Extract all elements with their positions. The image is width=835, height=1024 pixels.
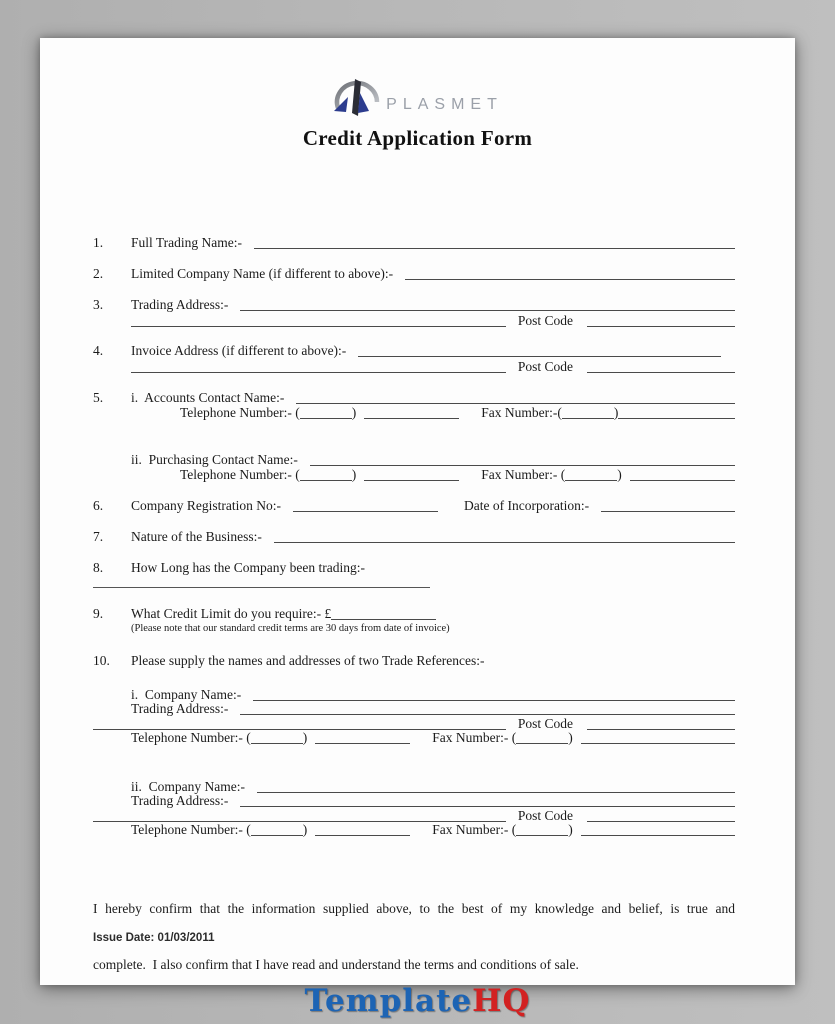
- post-code-label: Post Code: [517, 716, 573, 731]
- blank-line: [240, 310, 735, 311]
- post-code-label: Post Code: [517, 313, 573, 328]
- blank-line: [254, 248, 735, 249]
- item-label: Nature of the Business:-: [131, 529, 262, 544]
- blank-line: [581, 743, 735, 744]
- item-label: Trading Address:-: [131, 297, 229, 312]
- fax-label: Fax Number:- (: [432, 730, 517, 745]
- form-item-9-note: [93, 622, 735, 635]
- blank-line: [516, 835, 568, 836]
- paren-close: ): [302, 730, 308, 745]
- watermark-template-text: Template: [304, 983, 473, 1019]
- paren-close: ): [302, 822, 308, 837]
- blank-line: [131, 326, 506, 327]
- blank-line: [516, 743, 568, 744]
- brand-name: PLASMET: [386, 96, 503, 113]
- blank-line: [331, 619, 436, 620]
- blank-line: [601, 511, 735, 512]
- item-number: 4.: [93, 343, 104, 358]
- paren-close: ): [613, 405, 619, 420]
- blank-line: [131, 372, 506, 373]
- fax-label: Fax Number:-(: [481, 405, 562, 420]
- item-number: 10.: [93, 653, 110, 668]
- declaration-line-1: I hereby confirm that the information supplied above, to the best of my knowledge and belief, is true and: [93, 901, 735, 916]
- item-label: ii. Purchasing Contact Name:-: [131, 452, 298, 467]
- plasmet-logo-icon: [332, 76, 386, 120]
- blank-line: [358, 356, 721, 357]
- form-item-9: [93, 605, 735, 622]
- blank-line: [315, 835, 410, 836]
- blank-line: [587, 326, 735, 327]
- company-name-label: i. Company Name:-: [131, 687, 242, 702]
- blank-line: [405, 279, 735, 280]
- post-code-label: Post Code: [517, 359, 573, 374]
- form-item-3: [93, 296, 735, 313]
- form-item-5i-phone: [93, 404, 735, 421]
- blank-line: [300, 480, 352, 481]
- item-label: What Credit Limit do you require:- £: [131, 606, 332, 621]
- item-label: i. Accounts Contact Name:-: [131, 390, 285, 405]
- blank-line: [587, 372, 735, 373]
- form-item-4-line2: [93, 358, 735, 375]
- form-item-4: [93, 342, 735, 359]
- item-number: 2.: [93, 266, 104, 281]
- paren-close: ): [351, 405, 357, 420]
- blank-line: [364, 418, 459, 419]
- paren-close: ): [568, 822, 573, 837]
- paren-close: ): [568, 730, 573, 745]
- blank-line: [581, 835, 735, 836]
- form-item-5ii-phone: [93, 466, 735, 483]
- form-item-8: [93, 559, 735, 576]
- blank-line: [293, 511, 438, 512]
- trading-address-label: Trading Address:-: [131, 701, 229, 716]
- company-name-label: ii. Company Name:-: [131, 779, 245, 794]
- item-number: 6.: [93, 498, 104, 513]
- item-number: 1.: [93, 235, 104, 250]
- trade-ref-2-phone: [93, 821, 735, 838]
- item-number: 9.: [93, 606, 104, 621]
- paren-close: ): [617, 467, 622, 482]
- item-number: 8.: [93, 560, 104, 575]
- item-number: 7.: [93, 529, 104, 544]
- item-label: Invoice Address (if different to above):-: [131, 343, 347, 358]
- item-label: Please supply the names and addresses of two Trade References:-: [131, 653, 485, 668]
- templatehq-watermark: [0, 983, 835, 1019]
- blank-line: [274, 542, 735, 543]
- trade-ref-1-phone: [93, 729, 735, 746]
- item-label: Limited Company Name (if different to above):-: [131, 266, 394, 281]
- blank-line: [562, 418, 614, 419]
- telephone-label: Telephone Number:- (: [180, 467, 300, 482]
- form-item-3-line2: [93, 312, 735, 329]
- telephone-label: Telephone Number:- (: [131, 730, 251, 745]
- blank-line: [315, 743, 410, 744]
- telephone-label: Telephone Number:- (: [180, 405, 300, 420]
- item-number: 5.: [93, 390, 104, 405]
- item-label: How Long has the Company been trading:-: [131, 560, 365, 575]
- form-item-1: [93, 234, 735, 251]
- blank-line: [300, 418, 352, 419]
- plasmet-logo: [40, 74, 795, 122]
- declaration-line-2: complete. I also confirm that I have read and understand the terms and conditions of sale.: [93, 956, 579, 972]
- fax-label: Fax Number:- (: [432, 822, 517, 837]
- form-title: Credit Application Form: [302, 126, 533, 150]
- credit-terms-note: (Please note that our standard credit terms are 30 days from date of invoice): [131, 623, 450, 634]
- post-code-label: Post Code: [517, 808, 573, 823]
- telephone-label: Telephone Number:- (: [131, 822, 251, 837]
- blank-line: [251, 743, 303, 744]
- blank-line: [565, 480, 617, 481]
- blank-line: [93, 579, 430, 588]
- item-label: Date of Incorporation:-: [463, 498, 590, 513]
- blank-line: [618, 418, 735, 419]
- blank-line: [630, 480, 735, 481]
- item-label: Full Trading Name:-: [131, 235, 243, 250]
- item-number: 3.: [93, 297, 104, 312]
- form-item-10: [93, 652, 735, 669]
- trading-address-label: Trading Address:-: [131, 793, 229, 808]
- form-item-7: [93, 528, 735, 545]
- paren-close: ): [351, 467, 357, 482]
- blank-line: [364, 480, 459, 481]
- fax-label: Fax Number:- (: [481, 467, 566, 482]
- blank-line: [251, 835, 303, 836]
- form-item-2: [93, 265, 735, 282]
- document-page: [40, 38, 795, 985]
- form-item-6: [93, 497, 735, 514]
- item-label: Company Registration No:-: [131, 498, 281, 513]
- watermark-hq-text: HQ: [472, 983, 531, 1019]
- issue-date: Issue Date: 01/03/2011: [93, 932, 215, 944]
